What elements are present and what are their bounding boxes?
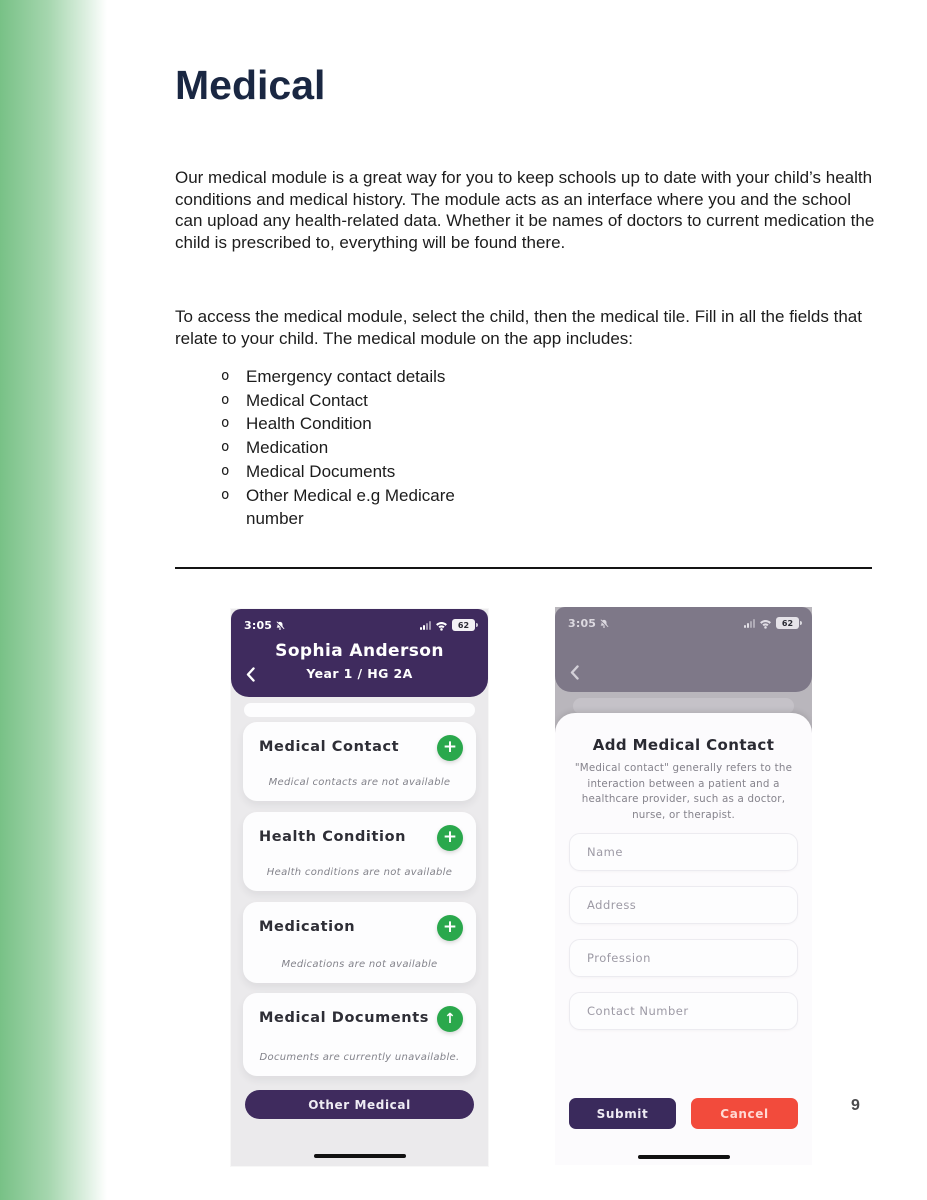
back-chevron-icon[interactable] bbox=[565, 662, 583, 682]
list-item: o Emergency contact details bbox=[221, 365, 471, 389]
card-title: Health Condition bbox=[259, 829, 407, 845]
list-item: o Medication bbox=[221, 436, 471, 460]
battery-icon bbox=[776, 617, 799, 629]
list-item: o Health Condition bbox=[221, 412, 471, 436]
wifi-icon bbox=[759, 614, 772, 633]
address-field-wrap bbox=[569, 886, 798, 924]
health-condition-card bbox=[243, 812, 476, 891]
dimmed-card-edge bbox=[573, 698, 794, 714]
scrolled-card-edge bbox=[244, 703, 475, 717]
green-gradient-stripe bbox=[0, 0, 107, 1200]
plus-icon: + bbox=[442, 916, 458, 937]
add-health-condition-button[interactable] bbox=[437, 825, 463, 851]
status-time: 3:05 bbox=[568, 616, 597, 630]
plus-icon: + bbox=[442, 826, 458, 847]
battery-icon bbox=[452, 619, 475, 631]
card-title: Medical Documents bbox=[259, 1010, 429, 1026]
medical-contact-card bbox=[243, 722, 476, 801]
wifi-icon bbox=[435, 616, 448, 635]
medication-card bbox=[243, 902, 476, 983]
bell-muted-icon bbox=[275, 616, 285, 635]
dimmed-app-header bbox=[555, 607, 812, 692]
card-empty-text: Health conditions are not available bbox=[266, 867, 453, 878]
list-item: o Medical Documents bbox=[221, 460, 471, 484]
cancel-button[interactable]: Cancel bbox=[691, 1098, 798, 1129]
medical-documents-card bbox=[243, 993, 476, 1076]
add-medical-contact-modal bbox=[555, 713, 812, 1165]
profession-field-wrap bbox=[569, 939, 798, 977]
card-empty-text: Medical contacts are not available bbox=[268, 777, 451, 788]
phone-screenshot-add-contact-modal bbox=[555, 607, 812, 1165]
contact-number-field-wrap bbox=[569, 992, 798, 1030]
upload-document-button[interactable] bbox=[437, 1006, 463, 1032]
card-empty-text: Medications are not available bbox=[281, 959, 438, 970]
page-number: 9 bbox=[851, 1097, 860, 1114]
contact-number-field[interactable] bbox=[570, 993, 797, 1029]
student-class: Year 1 / HG 2A bbox=[306, 666, 413, 681]
status-bar bbox=[555, 615, 812, 631]
phone-screenshot-medical-list bbox=[231, 609, 488, 1166]
submit-button[interactable]: Submit bbox=[569, 1098, 676, 1129]
signal-icon bbox=[420, 621, 431, 630]
section-divider bbox=[175, 567, 872, 569]
student-name: Sophia Anderson bbox=[275, 641, 444, 661]
card-empty-text: Documents are currently unavailable. bbox=[259, 1052, 460, 1063]
name-field-wrap bbox=[569, 833, 798, 871]
status-time: 3:05 bbox=[244, 618, 273, 632]
signal-icon bbox=[744, 619, 755, 628]
modal-title: Add Medical Contact bbox=[592, 736, 775, 754]
list-item: o Medical Contact bbox=[221, 389, 471, 413]
app-header bbox=[231, 609, 488, 697]
intro-paragraph: Our medical module is a great way for you to keep schools up to date with your child’s health conditions and medical history. The module acts as an interface where you and the school can upload any health-related data. Whether it be names of doctors to current medication the child is prescribed to, everything will be found there. bbox=[175, 168, 875, 253]
bell-muted-icon bbox=[599, 614, 609, 633]
battery-percent: 62 bbox=[781, 618, 794, 628]
module-features-list bbox=[221, 365, 471, 531]
other-medical-button[interactable]: Other Medical bbox=[245, 1090, 474, 1119]
address-field[interactable] bbox=[570, 887, 797, 923]
profession-field[interactable] bbox=[570, 940, 797, 976]
status-bar bbox=[231, 617, 488, 633]
list-item: o Other Medical e.g Medicare number bbox=[221, 484, 471, 531]
modal-description: "Medical contact" generally refers to the interaction between a patient and a healthcare provider, such as a doctor, nurse, or therapist. bbox=[574, 762, 793, 821]
home-indicator bbox=[314, 1154, 406, 1158]
access-paragraph: To access the medical module, select the child, then the medical tile. Fill in all the fields that relate to your child. The medical module on the app includes: bbox=[175, 307, 862, 348]
name-field[interactable] bbox=[570, 834, 797, 870]
arrow-up-icon: ↑ bbox=[444, 1011, 456, 1027]
add-medication-button[interactable] bbox=[437, 915, 463, 941]
add-medical-contact-button[interactable] bbox=[437, 735, 463, 761]
page-title: Medical bbox=[175, 62, 326, 108]
battery-percent: 62 bbox=[457, 620, 470, 630]
home-indicator bbox=[638, 1155, 730, 1159]
card-title: Medical Contact bbox=[259, 739, 400, 755]
card-title: Medication bbox=[259, 919, 356, 935]
plus-icon: + bbox=[442, 736, 458, 757]
